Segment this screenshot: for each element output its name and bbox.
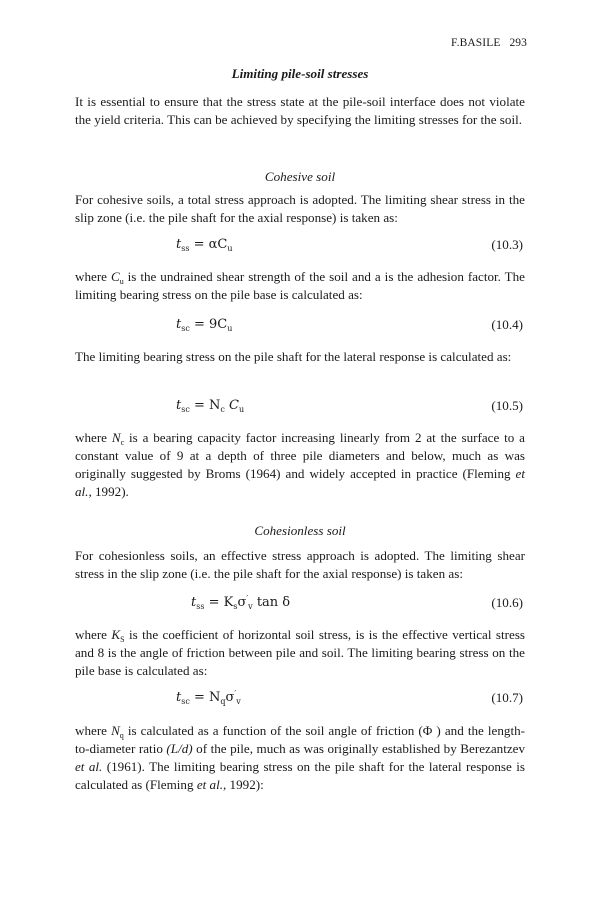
equation-10-5 <box>75 398 525 418</box>
equation-number: (10.3) <box>491 237 523 252</box>
equation-expression: $t_{sc} = 9C_u$ <box>176 317 233 333</box>
cohesive-paragraph-3: The limiting bearing stress on the pile shaft for the lateral response is calculated as: <box>75 349 512 364</box>
intro-paragraph: It is essential to ensure that the stress state at the pile-soil interface does not violate the yield criteria. This can be achieved by specifying the limiting stresses for the soil. <box>75 94 525 127</box>
equation-10-6 <box>75 595 525 615</box>
section-title: Limiting pile-soil stresses <box>231 66 369 81</box>
equation-number: (10.4) <box>491 317 523 332</box>
equation-number: (10.6) <box>491 595 523 610</box>
equation-expression: $t_{ss} = K_s\sigma'_v$ tan δ <box>191 594 291 611</box>
cohesive-paragraph-2: where $C_u$ is the undrained shear strength of the soil and a is the adhesion factor. The limiting bearing stress on the pile base is calculated as: <box>75 269 525 302</box>
cohesionless-paragraph-1: For cohesionless soils, an effective stress approach is adopted. The limiting shear stress in the slip zone (i.e. the pile shaft for the axial response) is taken as: <box>75 548 525 581</box>
equation-number: (10.7) <box>491 690 523 705</box>
cohesionless-paragraph-2: where $K_S$ is the coefficient of horizontal soil stress, is is the effective vertical stress and 8 is the angle of friction between pile and soil. The limiting bearing stress on the pile base is calculated as: <box>75 627 526 678</box>
running-head <box>445 37 527 49</box>
equation-number: (10.5) <box>491 398 523 413</box>
equation-10-3 <box>75 237 525 257</box>
equation-expression: $t_{ss} = \alpha C_u$ <box>176 237 233 253</box>
cohesionless-paragraph-3: where $N_q$ is calculated as a function of the soil angle of friction (Φ ) and the length-to-diameter ratio (L/d) of the pile, much as was originally established by Berezantzev et al. (1961). The limiting bearing stress on the pile shaft for the lateral response is calculated as (Fleming et al., 1992): <box>75 723 525 792</box>
cohesive-paragraph-1: For cohesive soils, a total stress approach is adopted. The limiting shear stress in the slip zone (i.e. the pile shaft for the axial response) is taken as: <box>75 192 525 225</box>
equation-expression: $t_{sc} = N_q\sigma'_v$ <box>176 689 241 706</box>
equation-10-7 <box>75 690 525 710</box>
page-number: 293 <box>509 37 527 49</box>
cohesionless-soil-heading: Cohesionless soil <box>254 523 346 538</box>
cohesive-soil-heading: Cohesive soil <box>264 169 336 184</box>
author-name: F.BASILE <box>451 37 501 49</box>
equation-expression: $t_{sc} = N_c$ $C_u$ <box>176 398 245 414</box>
cohesive-paragraph-4: where $N_c$ is a bearing capacity factor increasing linearly from 2 at the surface to a constant value of 9 at a depth of three pile diameters and below, much as was originally suggested by Broms (1964) and widely accepted in practice (Fleming et al., 1992). <box>75 430 525 499</box>
equation-10-4 <box>75 317 525 337</box>
